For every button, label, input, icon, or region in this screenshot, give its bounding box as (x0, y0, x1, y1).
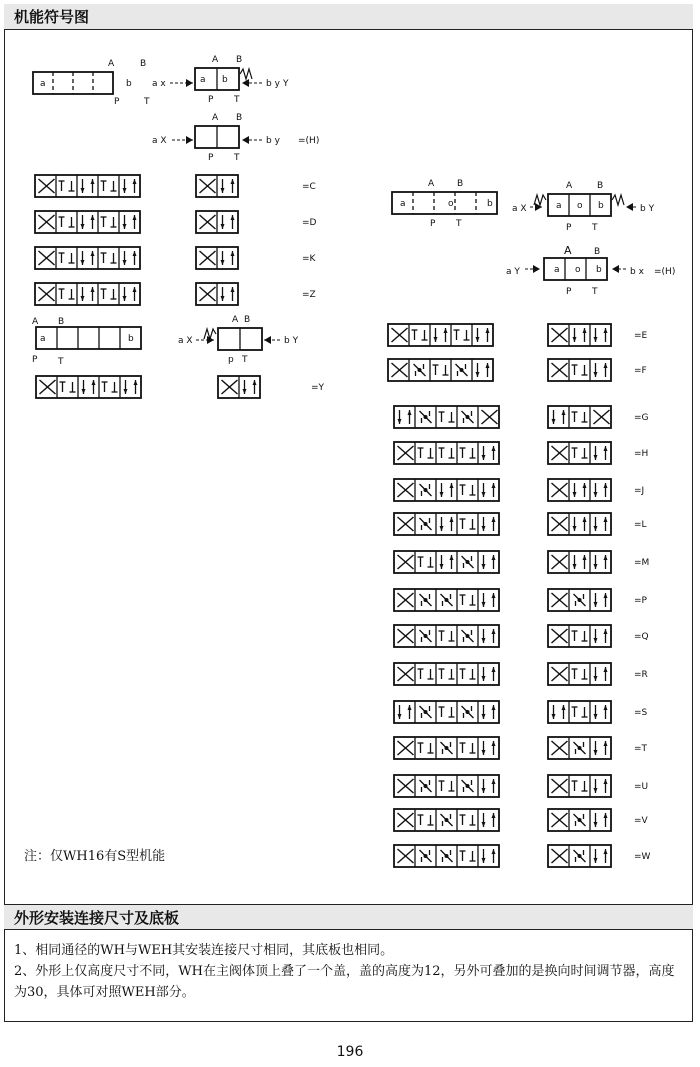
type-label-Y: =Y (311, 383, 325, 393)
symbol-group-right-5 (394, 513, 499, 535)
symbol-group-right-7 (394, 589, 499, 611)
symbol-short-right-8 (548, 625, 611, 647)
symbol-short-right-13 (548, 809, 611, 831)
pilot-label-bY-r: b Y (640, 204, 655, 214)
port-label-b-r: b (487, 199, 493, 209)
port-label-a: a (40, 79, 46, 89)
port-label-P2: P (208, 95, 214, 105)
symbol-short-right-4 (548, 479, 611, 501)
type-label-K: =K (302, 254, 316, 264)
section-title-symbols: 机能符号图 (4, 4, 693, 30)
pilot-label-by-h: b y (266, 136, 280, 146)
symbol-group-right-13 (394, 809, 499, 831)
port-label-p-y2: p (228, 355, 234, 365)
pilot-label-aY-r: a Y (506, 267, 520, 277)
pilot-label-Y1: Y (283, 79, 289, 89)
symbol-short-right-6 (548, 551, 611, 573)
port-label-T2: T (234, 95, 240, 105)
symbol-group-left-y (36, 376, 141, 398)
port-label-b-y: b (128, 334, 134, 344)
section-title-dimensions: 外形安装连接尺寸及底板 (4, 904, 693, 930)
port-label-A-r: A (428, 179, 435, 189)
symbol-group-right-4 (394, 479, 499, 501)
type-label-right-h: =(H) (654, 267, 676, 277)
symbol-short-left-0 (196, 175, 238, 197)
page-number: 196 (336, 1044, 364, 1060)
valve-outline-2pos-y (218, 328, 262, 350)
symbol-group-right-2 (394, 406, 499, 428)
symbol-short-right-10 (548, 701, 611, 723)
port-label-o-r3: o (575, 265, 581, 275)
symbol-group-right-10 (394, 701, 499, 723)
note-s-function: 注：仅WH16有S型机能 (24, 849, 166, 864)
port-label-T-y2: T (242, 355, 248, 365)
type-label-W: =W (634, 852, 651, 862)
port-label-b-r3: b (596, 265, 602, 275)
port-label-a-y: a (40, 334, 46, 344)
symbol-short-left-1 (196, 211, 238, 233)
valve-outline-y (36, 327, 141, 349)
type-label-R: =R (634, 670, 648, 680)
port-label-b: b (126, 79, 132, 89)
symbol-short-right-1 (548, 359, 611, 381)
port-label-B-y: B (58, 317, 65, 327)
symbol-group-right-14 (394, 845, 499, 867)
port-label-T: T (144, 97, 150, 107)
port-label-A-y: A (32, 317, 39, 327)
port-label-P-r3: P (566, 287, 572, 297)
valve-outline-right (392, 192, 497, 214)
type-label-L: =L (634, 520, 647, 530)
type-label-H: =H (634, 449, 649, 459)
symbol-short-right-2 (548, 406, 611, 428)
symbol-group-right-6 (394, 551, 499, 573)
port-label-B: B (140, 59, 147, 69)
symbol-group-left-1 (35, 211, 140, 233)
port-label-A2: A (212, 55, 219, 65)
symbol-short-left-y (218, 376, 260, 398)
type-label-D: =D (302, 218, 317, 228)
pilot-label-aX-r: a X (512, 204, 527, 214)
type-label-C: =C (302, 182, 316, 192)
pilot-label-bY-y: b Y (284, 336, 299, 346)
type-label-Q: =Q (634, 632, 649, 642)
port-label-o-r2: o (577, 201, 583, 211)
port-label-a-r2: a (556, 201, 562, 211)
note-2: 2、外形上仅高度尺寸不同，WH在主阀体顶上叠了一个盖，盖的高度为12，另外可叠加的是换向时间调节器，高度为30，具体可对照WEH部分。 (14, 964, 675, 1000)
valve-outline-2pos-h (195, 126, 239, 148)
port-label-B2: B (236, 55, 243, 65)
port-label-T-r2: T (592, 223, 598, 233)
port-label-T-y: T (58, 357, 64, 367)
symbol-short-right-3 (548, 442, 611, 464)
pilot-label-aX: a X (152, 136, 167, 146)
symbol-group-left-3 (35, 283, 140, 305)
symbol-short-left-2 (196, 247, 238, 269)
port-label-P-r2: P (566, 223, 572, 233)
pilot-label-aX-y: a X (178, 336, 193, 346)
port-label-B-y2: B (244, 315, 251, 325)
port-label-T-r3: T (592, 287, 598, 297)
port-label-a2: a (200, 75, 206, 85)
port-label-P-r: P (430, 219, 436, 229)
port-label-a-r3: a (554, 265, 560, 275)
pilot-label-ax: a x (152, 79, 166, 89)
port-label-b2: b (222, 75, 228, 85)
notes-block (14, 940, 684, 1003)
symbol-group-right-11 (394, 737, 499, 759)
type-label-E: =E (634, 331, 648, 341)
port-label-B-r: B (457, 179, 464, 189)
port-label-b-r2: b (598, 201, 604, 211)
type-label-F: =F (634, 366, 647, 376)
symbol-group-left-2 (35, 247, 140, 269)
note-1: 1、相同通径的WH与WEH其安装连接尺寸相同，其底板也相同。 (14, 943, 394, 958)
port-label-B3: B (236, 113, 243, 123)
pilot-label-bx-r: b x (630, 267, 644, 277)
type-label-U: =U (634, 782, 649, 792)
symbol-group-left-0 (35, 175, 140, 197)
symbol-short-right-11 (548, 737, 611, 759)
symbol-group-right-1 (388, 359, 493, 381)
symbol-short-right-0 (548, 324, 611, 346)
type-label-G: =G (634, 413, 649, 423)
symbol-group-right-3 (394, 442, 499, 464)
type-label-J: =J (634, 486, 645, 496)
symbol-group-right-8 (394, 625, 499, 647)
port-label-o-r: o (448, 199, 454, 209)
type-label-T: =T (634, 744, 648, 754)
port-label-A-r3: A (564, 244, 572, 257)
type-label-Z: =Z (302, 290, 316, 300)
symbol-short-right-12 (548, 775, 611, 797)
type-label-M: =M (634, 558, 650, 568)
port-label-T-r: T (456, 219, 462, 229)
type-label-P: =P (634, 596, 647, 606)
port-label-P: P (114, 97, 120, 107)
symbol-group-right-0 (388, 324, 493, 346)
symbol-short-left-3 (196, 283, 238, 305)
port-label-B-r2: B (597, 181, 604, 191)
symbol-group-right-9 (394, 663, 499, 685)
type-label-V: =V (634, 816, 648, 826)
port-label-A: A (108, 59, 115, 69)
port-label-a-r: a (400, 199, 406, 209)
symbol-short-right-5 (548, 513, 611, 535)
port-label-P-y: P (32, 355, 38, 365)
type-label-left-h: =(H) (298, 136, 320, 146)
pilot-label-by: b y (266, 79, 280, 89)
port-label-A-r2: A (566, 181, 573, 191)
port-label-T3: T (234, 153, 240, 163)
type-label-S: =S (634, 708, 648, 718)
symbol-short-right-9 (548, 663, 611, 685)
port-label-P3: P (208, 153, 214, 163)
port-label-A-y2: A (232, 315, 239, 325)
symbol-group-right-12 (394, 775, 499, 797)
port-label-A3: A (212, 113, 219, 123)
symbol-short-right-7 (548, 589, 611, 611)
port-label-B-r3: B (594, 247, 601, 257)
symbol-short-right-14 (548, 845, 611, 867)
